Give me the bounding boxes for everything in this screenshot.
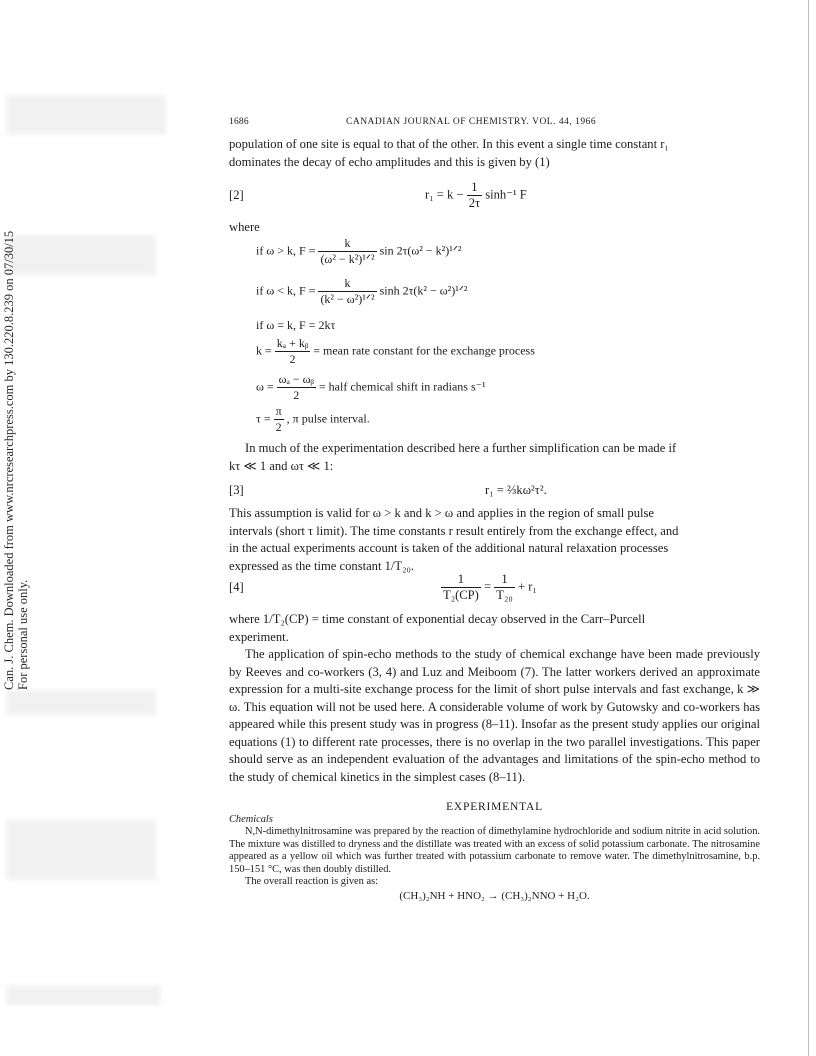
watermark-line-2: For personal use only. [16,579,30,690]
paragraph-simplification [229,440,760,475]
equation-number: [4] [229,580,244,594]
case-condition: if ω > k, F = [256,243,316,258]
case-omega-less-k [256,276,468,307]
case-expression: sinh 2τ(k² − ω²)¹ᐟ² [379,283,468,298]
case-expression: sin 2τ(ω² − k²)¹ᐟ² [379,243,462,258]
text-line: experiment. [229,629,289,644]
equals-sign: = [484,579,492,594]
fraction [275,336,310,367]
text-line: This assumption is valid for ω > k and k > ω and applies in the region of small pulse [229,506,654,520]
equation-rhs: sinh⁻¹ F [485,187,527,202]
fraction [467,180,482,211]
definition-symbol: k = [256,343,272,358]
paragraph-where [229,611,760,646]
fraction [274,404,284,435]
scan-artifact [6,985,161,1005]
intro-paragraph [229,136,760,171]
text-line: In much of the experimentation described here a further simplification can be made if [245,441,677,455]
denominator: (k² − ω²)¹ᐟ² [320,292,375,306]
def-pulse-interval [256,404,370,435]
paragraph-text: N,N-dimethylnitrosamine was prepared by the reaction of dimethylamine hydrochloride and sodium nitrite in acid solution. The mixture was distilled to dryness and the distillate was treated with an excess of solid potassium carbonate. The nitrosamine appeared as a yellow oil which was further treated with potassium carbonate to remove water. The dimethylnitrosamine, b.p. 150–151 °C, was then doubly distilled. [229,826,760,875]
denominator: T₂₀ [496,588,513,602]
page-edge-rule [808,0,809,1056]
reaction-equation: (CH₃)₂NH + HNO₂ → (CH₃)₂NNO + H₂O. [399,890,590,902]
paragraph-text: The overall reaction is given as: [245,876,379,888]
fraction [318,276,376,307]
denominator: 2 [293,388,300,402]
numerator: k [318,276,376,292]
equation-number: [2] [229,188,244,202]
running-head-title: CANADIAN JOURNAL OF CHEMISTRY. VOL. 44, 1966 [346,117,597,127]
paragraph-background [229,646,760,786]
case-omega-equal-k: if ω = k, F = 2kτ [256,318,336,332]
numerator: 1 [494,572,514,588]
denominator: T₂(CP) [443,588,479,602]
fraction [318,236,376,267]
section-heading: EXPERIMENTAL [446,801,543,813]
chemicals-paragraph [229,826,760,889]
text-line: population of one site is equal to that of the other. In this event a single time constant r₁ [229,137,669,151]
fraction [277,372,316,403]
denominator: 2 [289,352,296,366]
paragraph-text: The application of spin-echo methods to the study of chemical exchange have been made previously by Reeves and co-workers (3, 4) and Luz and Meiboom (7). The latter workers derived an approximate expression for a multi-site exchange process for the limit of short pulse intervals and fast exchange, k ≫ ω. This equation will not be used here. A considerable volume of work by Gutowsky and co-workers has appeared while this present study was in progress (8–11). Insofar as the present study applies our original equations (1) to different rate processes, there is no overlap in the two parallel investigations. This paper should serve as an independent evaluation of the advantages and limitations of the spin-echo method to the study of chemical kinetics in the simplest cases (8–11). [229,647,760,784]
paragraph-assumption [229,505,760,575]
scan-artifact [6,95,166,135]
text-line: intervals (short τ limit). The time constants r result entirely from the exchange effect, and [229,523,679,538]
equation-4 [229,572,760,608]
text-line: where 1/T₂(CP) = time constant of exponential decay observed in the Carr–Purcell [229,612,646,626]
denominator: 2 [275,420,282,434]
text-line: dominates the decay of echo amplitudes and this is given by (1) [229,154,550,169]
case-omega-greater-k [256,236,462,267]
text-line: in the actual experiments account is taken of the additional natural relaxation processes [229,541,669,555]
case-condition: if ω < k, F = [256,283,316,298]
def-mean-rate-constant [256,336,535,367]
fraction [441,572,481,603]
denominator: 2τ [468,196,481,210]
definition-text: = half chemical shift in radians s⁻¹ [318,379,486,394]
equation-body [441,572,537,603]
text-line: kτ ≪ 1 and ωτ ≪ 1: [229,458,334,473]
subsection-heading [229,814,760,827]
equation-3 [229,483,760,501]
definition-symbol: ω = [256,379,274,394]
numerator: ωₐ − ωᵦ [278,372,314,386]
download-watermark [2,90,30,690]
numerator: 1 [441,572,481,588]
definition-symbol: τ = [256,411,271,426]
def-half-chemical-shift [256,372,486,403]
page-number: 1686 [229,117,249,127]
equation-2 [229,180,760,216]
denominator: (ω² − k²)¹ᐟ² [320,252,375,266]
numerator: π [275,404,282,418]
numerator: 1 [467,180,482,196]
equation-rhs: + r₁ [517,579,537,594]
equation-body [425,180,527,211]
equation-lhs: r₁ = k − [425,187,464,202]
scan-artifact [6,820,156,880]
numerator: k [318,236,376,252]
watermark-line-1: Can. J. Chem. Downloaded from www.nrcresearchpress.com by 130.220.8.239 on 07/30/15 [2,230,16,690]
definition-text: = mean rate constant for the exchange process [313,343,535,358]
fraction [494,572,514,603]
text-line: expressed as the time constant 1/T₂₀. [229,558,415,573]
equation-body: r₁ = ⅔kω²τ². [485,483,547,497]
subsection-title: Chemicals [229,814,273,825]
numerator: kₐ + kᵦ [276,336,309,350]
where-label: where [229,220,260,234]
definition-text: , π pulse interval. [286,411,370,426]
equation-number: [3] [229,483,244,497]
scan-artifact [6,690,156,715]
